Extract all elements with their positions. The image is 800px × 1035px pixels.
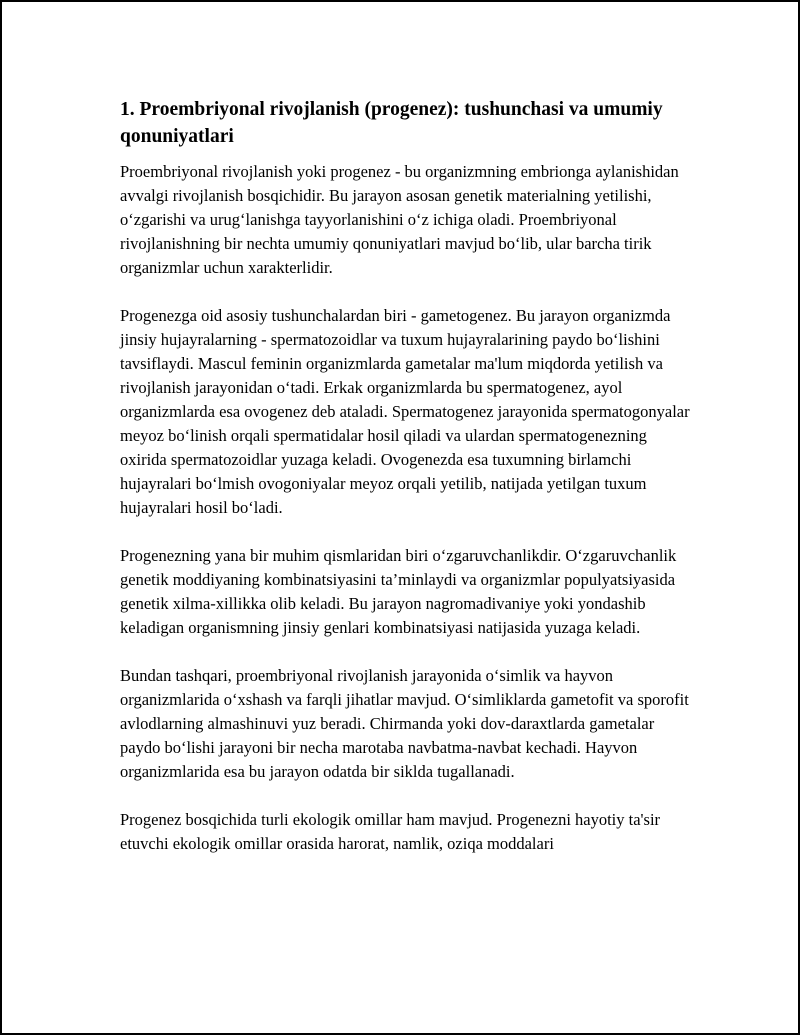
document-title: 1. Proembriyonal rivojlanish (progenez): tushunchasi va umumiy qonuniyatlari — [120, 99, 663, 147]
document-body — [120, 96, 692, 880]
paragraph-3: Progenezning yana bir muhim qismlaridan biri o‘zgaruvchanlikdir. O‘zgaruvchanlik genetik moddiyaning kombinatsiyasini ta’minlaydi va organizmlar populyatsiyasida genetik xilma-xillikka olib keladi. Bu jarayon nagromadivaniye yoki yondashib keladigan organismning jinsiy genlari kombinatsiyasi natijasida yuzaga keladi. — [120, 546, 677, 637]
paragraph-5: Progenez bosqichida turli ekologik omillar ham mavjud. Progenezni hayotiy ta'sir etuvchi ekologik omillar orasida harorat, namlik, oziqa moddalari — [120, 810, 661, 853]
paragraph-2: Progenezga oid asosiy tushunchalardan biri - gametogenez. Bu jarayon organizmda jinsiy hujayralarning - spermatozoidlar va tuxum hujayralarining paydo bo‘lishini tavsiflaydi. Mascul feminin organizmlarda gametalar ma'lum miqdorda yetilish va rivojlanish jarayonidan o‘tadi. Erkak organizmlarda bu spermatogenez, ayol organizmlarda esa ovogenez deb ataladi. Spermatogenez jarayonida spermatogonyalar meyoz bo‘linish orqali spermatidalar hosil qiladi va ulardan spermatogenezning oxirida spermatozoidlar yuzaga keladi. Ovogenezda esa tuxumning birlamchi hujayralari bo‘lmish ovogoniyalar meyoz orqali yetilib, natijada yetilgan tuxum hujayralari hosil bo‘ladi. — [120, 306, 690, 517]
paragraph-1: Proembriyonal rivojlanish yoki progenez - bu organizmning embrionga aylanishidan avvalgi rivojlanish bosqichidir. Bu jarayon asosan genetik materialning yetilishi, o‘zgarishi va urug‘lanishga tayyorlanishini o‘z ichiga oladi. Proembriyonal rivojlanishning bir nechta umumiy qonuniyatlari mavjud bo‘lib, ular barcha tirik organizmlar uchun xarakterlidir. — [120, 162, 679, 277]
paragraph-4: Bundan tashqari, proembriyonal rivojlanish jarayonida o‘simlik va hayvon organizmlarida o‘xshash va farqli jihatlar mavjud. O‘simliklarda gametofit va sporofit avlodlarning almashinuvi yuz beradi. Chirmanda yoki dov-daraxtlarda gametalar paydo bo‘lishi jarayoni bir necha marotaba navbatma-navbat kechadi. Hayvon organizmlarida esa bu jarayon odatda bir siklda tugallanadi. — [120, 666, 689, 781]
